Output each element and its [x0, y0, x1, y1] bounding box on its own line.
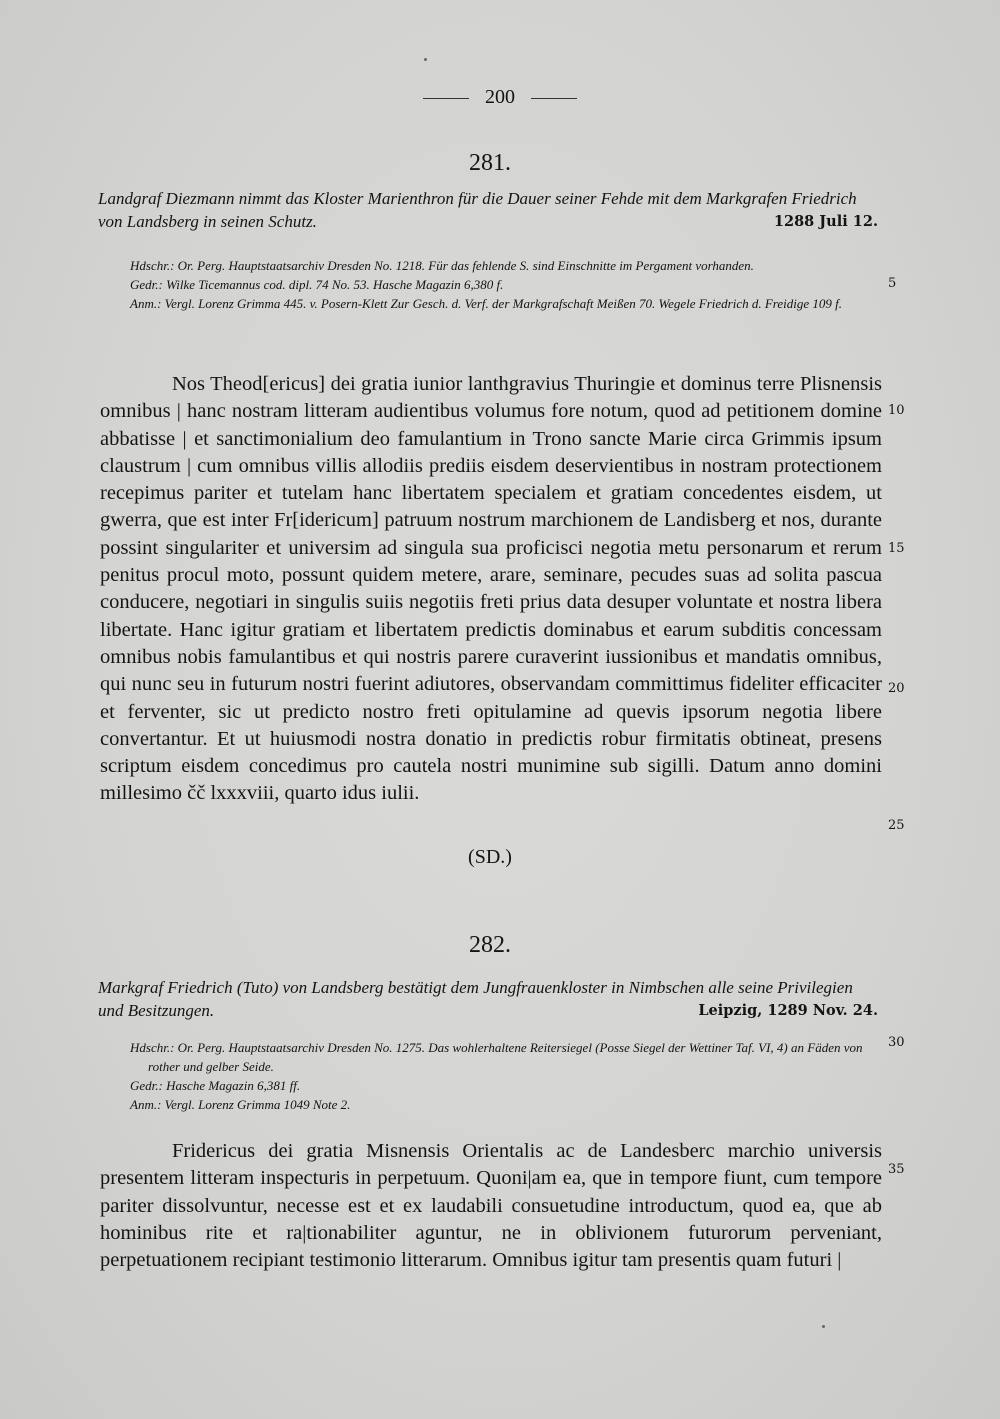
margin-line-numbers — [888, 0, 928, 1419]
note-remark: Anm.: Vergl. Lorenz Grimma 1049 Note 2. — [130, 1097, 351, 1112]
document-summary: Landgraf Diezmann nimmt das Kloster Marienthron für die Dauer seiner Fehde mit dem Markgrafen Friedrich von Landsberg in seinen Schutz. 1288 Juli 12. — [98, 189, 878, 231]
line-number: 5 — [888, 276, 897, 291]
line-number: 25 — [888, 818, 905, 833]
header-rule-left — [423, 98, 469, 99]
document-date: 1288 Juli 12. — [773, 213, 878, 230]
line-number: 10 — [888, 403, 905, 418]
document-number: 282. — [469, 932, 511, 958]
paper-speck — [424, 58, 427, 61]
apparatus-notes — [130, 256, 880, 313]
line-number: 20 — [888, 681, 905, 696]
charter-text: Fridericus dei gratia Misnensis Orientalis ac de Landesberc marchio universis presentem litteram inspecturis in perpetuum. Quoni|am ea, que in tempore fiunt, cum tempore pariter dissolvuntur, necesse est et ex laudabili consuetudine introductum, quod ea, que ab hominibus rite et ra|tionabiliter aguntur, ne in oblivionem futurorum perveniant, perpetuationem recipiant testimonio litterarum. Omnibus igitur tam presentis quam futuri | — [100, 1140, 882, 1272]
note-manuscript: Hdschr.: Or. Perg. Hauptstaatsarchiv Dresden No. 1275. Das wohlerhaltene Reitersiegel (Posse Siegel der Wettiner Taf. VI, 4) an Fäden von rother und gelber Seide. — [130, 1040, 863, 1074]
document-summary: Markgraf Friedrich (Tuto) von Landsberg bestätigt dem Jungfrauenkloster in Nimbschen alle seine Privilegien und Besitzungen. Leipzig, 1289 Nov. 24. — [98, 978, 878, 1020]
paper-speck — [822, 1325, 825, 1328]
note-printed: Gedr.: Wilke Ticemannus cod. dipl. 74 No. 53. Hasche Magazin 6,380 f. — [130, 277, 504, 292]
line-number: 35 — [888, 1162, 905, 1177]
line-number: 15 — [888, 541, 905, 556]
seal-mark: (SD.) — [468, 846, 512, 868]
line-number: 30 — [888, 1035, 905, 1050]
apparatus-notes — [130, 1038, 880, 1114]
charter-text: Nos Theod[ericus] dei gratia iunior lanthgravius Thuringie et dominus terre Plisnensis omnibus | hanc nostram litteram audientibus volumus fore notum, quod ad petitionem domine abbatisse | et sanctimonialium deo famulantium in Trono sancte Marie circa Grimmis ipsum claustrum | cum omnibus villis allodiis prediis eisdem deservientibus in nostram protectionem recepimus pariter et tutelam hanc libertatem specialem et gratiam concedentes eisdem, ut gwerra, que est inter Fr[idericum] patruum nostrum marchionem de Landisberg et nos, durante possint singulariter et universim ad singula sua proficisci negotia metu personarum et rerum penitus procul moto, possunt quidem metere, arare, seminare, pecudes suas ad solita pascua conducere, negotiari in singulis suiis negotiis freti prius data desuper voluntate et nostra libera libertate. Hanc igitur gratiam et libertatem predictis dominabus et earum subditis concessam omnibus nobis famulantibus et qui nostris parere curaverint iussionibus et mandatis omnibus, qui nunc seu in futurum nostri fuerint adiutores, observandam committimus fideliter efficaciter et ferventer, sic ut predicto nostro freti opitulamine ad quevis ipsorum negotia libere convertantur. Et ut huiusmodi nostra donatio in predictis robur firmitatis obtineat, presens scriptum eisdem concedimus pro cautela nostri munimine sub sigilli. Datum anno domini millesimo čč lxxxviii, quarto idus iulii. — [100, 373, 882, 805]
document-number: 281. — [469, 150, 511, 176]
document-date: Leipzig, 1289 Nov. 24. — [698, 1002, 878, 1019]
header-rule-right — [531, 98, 577, 99]
note-manuscript: Hdschr.: Or. Perg. Hauptstaatsarchiv Dresden No. 1218. Für das fehlende S. sind Einschnitte im Pergament vorhanden. — [130, 258, 754, 273]
page-number: 200 — [0, 86, 1000, 109]
note-remark: Anm.: Vergl. Lorenz Grimma 445. v. Posern-Klett Zur Gesch. d. Verf. der Markgrafschaft Meißen 70. Wegele Friedrich d. Freidige 109 f. — [130, 296, 843, 311]
note-printed: Gedr.: Hasche Magazin 6,381 ff. — [130, 1078, 301, 1093]
